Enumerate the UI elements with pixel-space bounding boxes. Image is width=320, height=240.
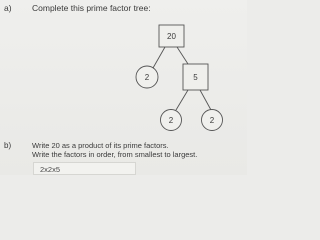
branch-root-left	[153, 47, 165, 68]
answer-value: 2x2x5	[40, 165, 61, 174]
question-b-prompt-line1: Write 20 as a product of its prime factors.	[32, 141, 169, 150]
tree-left-value: 2	[144, 73, 150, 82]
question-b-letter: b)	[4, 141, 12, 150]
branch-mid-right	[200, 90, 211, 110]
tree-root-value: 20	[167, 32, 176, 41]
question-b-prompt-line2: Write the factors in order, from smallest to largest.	[32, 150, 198, 159]
tree-bottom-right-value: 2	[209, 116, 215, 125]
tree-right-value: 5	[193, 73, 198, 82]
question-a-prompt: Complete this prime factor tree:	[32, 3, 151, 13]
branch-root-right	[177, 47, 188, 64]
tree-bottom-left-value: 2	[168, 116, 174, 125]
question-a-letter: a)	[4, 3, 12, 13]
branch-mid-left	[176, 90, 188, 110]
answer-input[interactable]	[33, 162, 136, 175]
